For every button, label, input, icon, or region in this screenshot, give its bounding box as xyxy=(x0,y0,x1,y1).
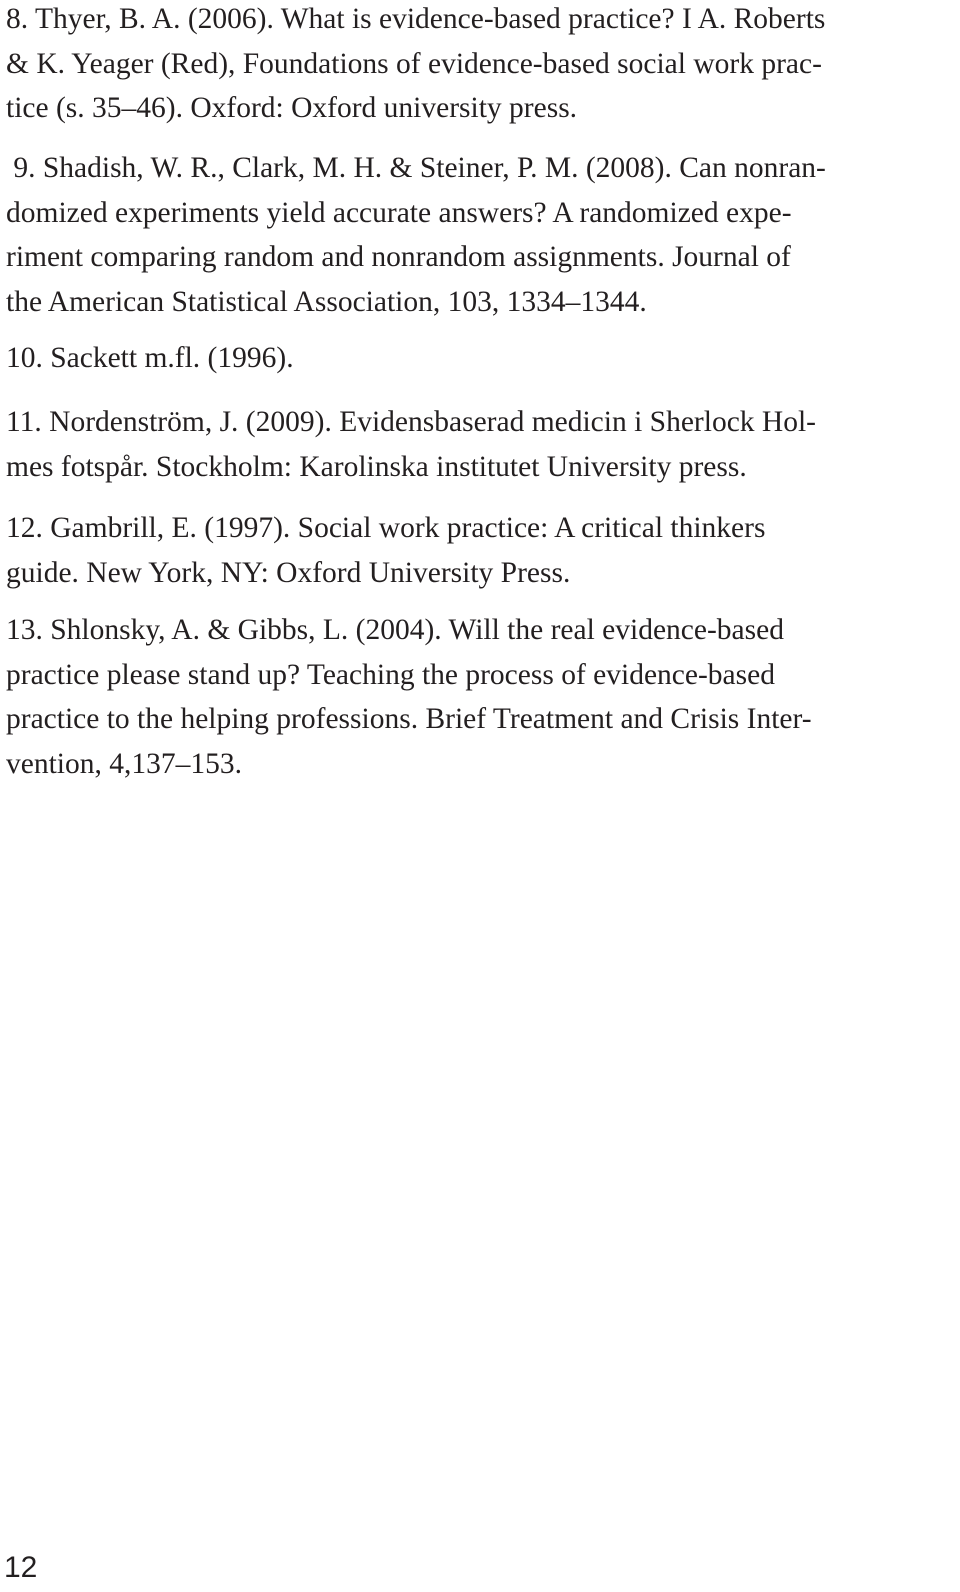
reference-line: practice to the helping professions. Brief Treatment and Crisis Inter- xyxy=(6,703,812,735)
reference-line: 12. Gambrill, E. (1997). Social work practice: A critical thinkers xyxy=(6,512,766,544)
page-number: 12 xyxy=(4,1551,38,1584)
reference-12 xyxy=(6,506,946,595)
reference-line: riment comparing random and nonrandom assignments. Journal of xyxy=(6,241,791,273)
reference-line: practice please stand up? Teaching the process of evidence-based xyxy=(6,658,775,691)
reference-11 xyxy=(6,400,946,489)
reference-line: vention, 4,137–153. xyxy=(6,747,242,780)
reference-9 xyxy=(6,146,946,324)
reference-line: domized experiments yield accurate answers? A randomized expe- xyxy=(6,196,792,229)
reference-10 xyxy=(6,336,946,381)
reference-line: 13. Shlonsky, A. & Gibbs, L. (2004). Will the real evidence-based xyxy=(6,614,784,646)
reference-13 xyxy=(6,608,946,786)
reference-line: tice (s. 35–46). Oxford: Oxford university press. xyxy=(6,92,578,124)
reference-line: 10. Sackett m.fl. (1996). xyxy=(6,342,294,374)
reference-line: & K. Yeager (Red), Foundations of evidence-based social work prac- xyxy=(6,47,822,80)
reference-line: mes fotspår. Stockholm: Karolinska institutet University press. xyxy=(6,450,747,483)
reference-8 xyxy=(6,0,946,131)
reference-line: 9. Shadish, W. R., Clark, M. H. & Steiner, P. M. (2008). Can nonran- xyxy=(6,152,826,184)
reference-line: the American Statistical Association, 103, 1334–1344. xyxy=(6,285,647,318)
reference-line: 11. Nordenström, J. (2009). Evidensbaserad medicin i Sherlock Hol- xyxy=(6,406,816,438)
reference-line: 8. Thyer, B. A. (2006). What is evidence-based practice? I A. Roberts xyxy=(6,3,826,35)
reference-line: guide. New York, NY: Oxford University Press. xyxy=(6,556,571,589)
